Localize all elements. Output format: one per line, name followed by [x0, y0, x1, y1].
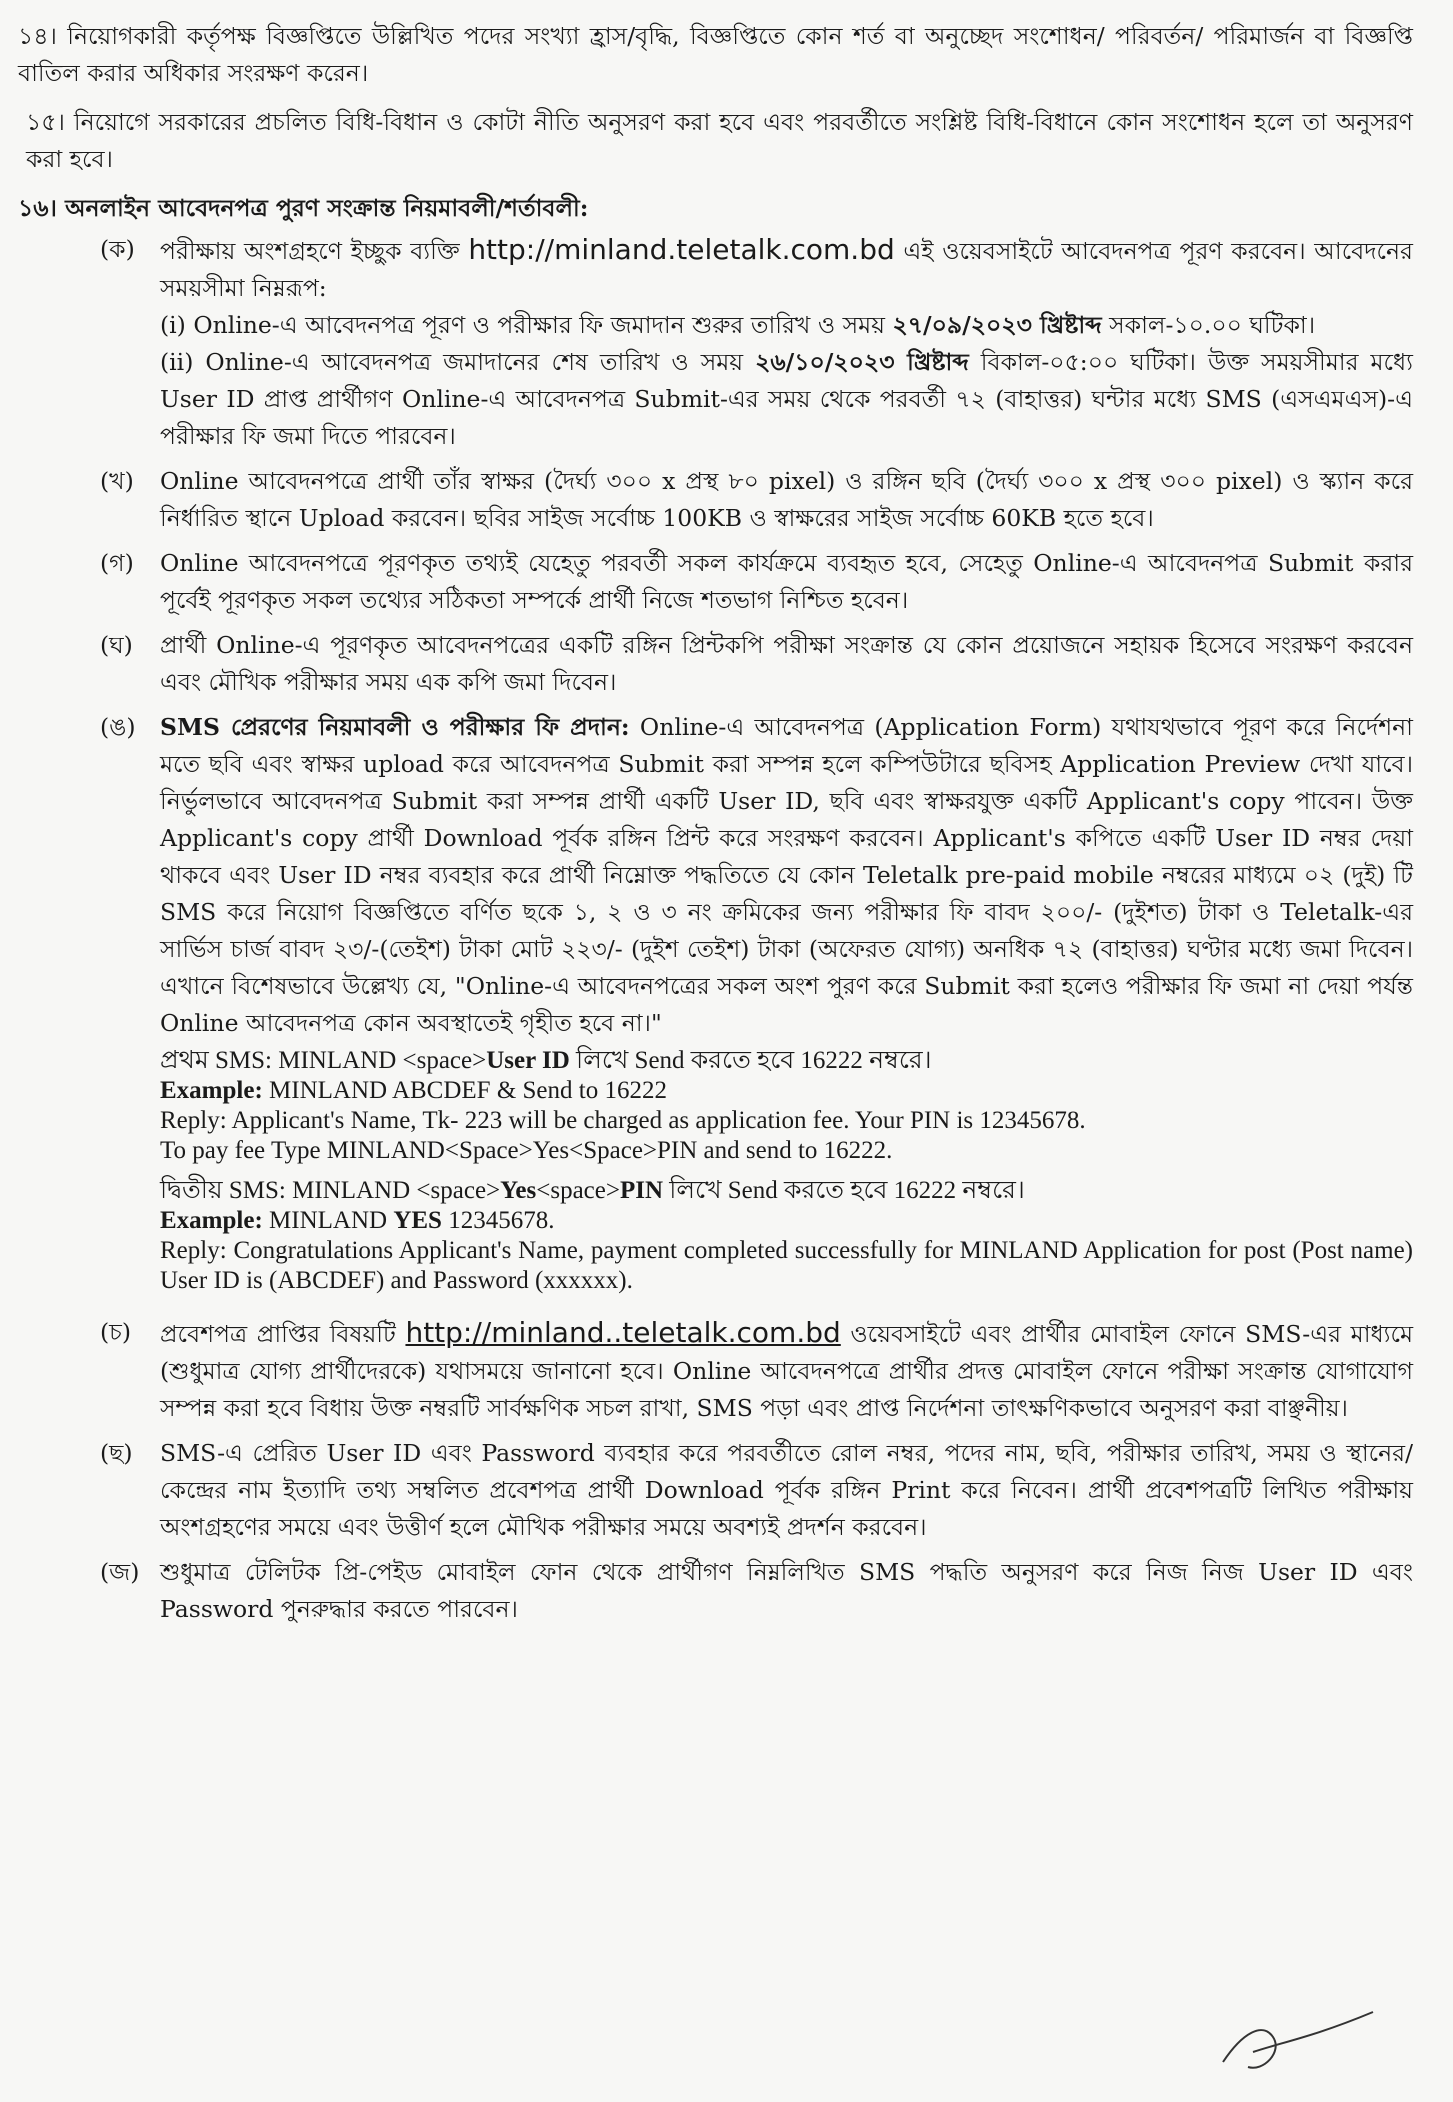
item-body: Online আবেদনপত্রে প্রার্থী তাঁর স্বাক্ষর (দৈর্ঘ্য ৩০০ x প্রস্থ ৮০ pixel) ও রঙ্গিন ছবি (দৈর্ঘ্য ৩০০ x প্রস্থ ৩০০ pixel) ও স্ক্যান করে নির্ধারিত স্থানে Upload করবেন। ছবির সাইজ সর্বোচ্চ 100KB ও স্বাক্ষরের সাইজ সর্বোচ্চ 60KB হতে হবে। [160, 467, 1413, 532]
ka-ii [160, 344, 1413, 455]
item-body: SMS-এ প্রেরিত User ID এবং Password ব্যবহার করে পরবর্তীতে রোল নম্বর, পদের নাম, ছবি, পরীক্ষার তারিখ, সময় ও স্থানের/কেন্দ্রের নাম ইত্যাদি তথ্য সম্বলিত প্রবেশপত্র প্রার্থী Download পূর্বক রঙ্গিন Print করে নিবেন। প্রার্থী প্রবেশপত্রটি লিখিত পরীক্ষায় অংশগ্রহণের সময়ে এবং উত্তীর্ণ হলে মৌখিক পরীক্ষার সময়ে অবশ্যই প্রদর্শন করবেন। [160, 1439, 1413, 1541]
first-sms-block [160, 1046, 1413, 1166]
item-body [160, 231, 1413, 455]
item-body [160, 709, 1413, 1306]
ka-ii-text: (ii) Online-এ আবেদনপত্র জমাদানের শেষ তারিখ ও সময় [160, 348, 744, 376]
first-sms-example [160, 1076, 1413, 1106]
second-sms-line [160, 1176, 1413, 1206]
first-sms-prefix: প্রথম SMS: MINLAND <space> [160, 1047, 487, 1074]
item-marker: (জ) [100, 1558, 140, 1586]
item-chha [18, 1435, 1413, 1546]
start-date: ২৭/০৯/২০২৩ খ্রিষ্টাব্দ [892, 311, 1102, 339]
item-marker: (গ) [100, 549, 134, 577]
pay-fee-line: To pay fee Type MINLAND<Space>Yes<Space>PIN and send to 16222. [160, 1137, 893, 1164]
item-gha [18, 627, 1413, 701]
item-ga [18, 545, 1413, 619]
end-date: ২৬/১০/২০২৩ খ্রিষ্টাব্দ [755, 348, 969, 376]
item-marker: (চ) [100, 1318, 132, 1346]
item-uma [18, 709, 1413, 1306]
item-marker: (ঙ) [100, 713, 136, 741]
item-ka [18, 231, 1413, 455]
second-sms-space: <space> [536, 1177, 620, 1204]
signature-mark [1203, 2002, 1383, 2082]
item-body: প্রার্থী Online-এ পূরণকৃত আবেদনপত্রের একটি রঙ্গিন প্রিন্টকপি পরীক্ষা সংক্রান্ত যে কোন প্রয়োজনে সহায়ক হিসেবে সংরক্ষণ করবেন এবং মৌখিক পরীক্ষার সময় এক কপি জমা দিবেন। [160, 631, 1413, 696]
sms-rules-paragraph [160, 709, 1413, 1042]
item-body [160, 1314, 1413, 1427]
ka-intro-text-2: এই ওয়েবসাইটে আবেদনপত্র পূরণ করবেন। আবেদনের সময়সীমা নিম্নরূপ: [160, 237, 1413, 302]
section-16-heading: ১৬। অনলাইন আবেদনপত্র পুরণ সংক্রান্ত নিয়মাবলী/শর্তাবলী: [18, 194, 589, 222]
item-marker: (ক) [100, 235, 135, 263]
first-sms-reply: Reply: Applicant's Name, Tk- 223 will be charged as application fee. Your PIN is 12345678. [160, 1107, 1086, 1134]
example-pin: 12345678. [448, 1207, 555, 1234]
second-sms-prefix: দ্বিতীয় SMS: MINLAND <space> [160, 1177, 501, 1204]
item-marker: (ছ) [100, 1439, 133, 1467]
second-sms-suffix: লিখে Send করতে হবে 16222 নম্বরে। [669, 1177, 1025, 1204]
cha-text: প্রবেশপত্র প্রাপ্তির বিষয়টি [160, 1320, 396, 1348]
ka-i-text: (i) Online-এ আবেদনপত্র পূরণ ও পরীক্ষার ফি জমাদান শুরুর তারিখ ও সময় [160, 311, 886, 339]
ka-intro-text: পরীক্ষায় অংশগ্রহণে ইচ্ছুক ব্যক্তি [160, 237, 460, 265]
example-label: Example: [160, 1207, 263, 1234]
website-link[interactable]: http://minland..teletalk.com.bd [405, 1316, 841, 1349]
second-sms-reply: Reply: Congratulations Applicant's Name, payment completed successfully for MINLAND Application for post (Post name) User ID is (ABCDEF) and Password (xxxxxx). [160, 1237, 1413, 1294]
sms-rules-text: Online-এ আবেদনপত্র (Application Form) যথাযথভাবে পূরণ করে নির্দেশনা মতে ছবি এবং স্বাক্ষর upload করে আবেদনপত্র Submit করা সম্পন্ন হলে কম্পিউটারে ছবিসহ Application Preview দেখা যাবে। নির্ভুলভাবে আবেদনপত্র Submit করা সম্পন্ন প্রার্থী একটি User ID, ছবি এবং স্বাক্ষরযুক্ত একটি Applicant's copy পাবেন। উক্ত Applicant's copy প্রার্থী Download পূর্বক রঙ্গিন প্রিন্ট করে সংরক্ষণ করবেন। Applicant's কপিতে একটি User ID নম্বর দেয়া থাকবে এবং User ID নম্বর ব্যবহার করে প্রার্থী নিম্নোক্ত পদ্ধতিতে যে কোন Teletalk pre-paid mobile নম্বরের মাধ্যমে ০২ (দুই) টি SMS করে নিয়োগ বিজ্ঞপ্তিতে বর্ণিত ছকে ১, ২ ও ৩ নং ক্রমিকের জন্য পরীক্ষার ফি বাবদ ২০০/- (দুইশত) টাকা ও Teletalk-এর সার্ভিস চার্জ বাবদ ২৩/-(তেইশ) টাকা মোট ২২৩/- (দুইশ তেইশ) টাকা (অফেরত যোগ্য) অনধিক ৭২ (বাহাত্তর) ঘণ্টার মধ্যে জমা দিবেন। এখানে বিশেষভাবে উল্লেখ্য যে, "Online-এ আবেদনপত্রের সকল অংশ পুরণ করে Submit করা হলেও পরীক্ষার ফি জমা না দেয়া পর্যন্ত Online আবেদনপত্র কোন অবস্থাতেই গৃহীত হবে না।" [160, 713, 1413, 1037]
first-sms-line [160, 1046, 1413, 1076]
item-marker: (খ) [100, 467, 134, 495]
ka-intro [160, 231, 1413, 307]
sms-rules-title: SMS প্রেরণের নিয়মাবলী ও পরীক্ষার ফি প্রদান: [160, 713, 630, 741]
cha-text-2: ওয়েবসাইটে এবং প্রার্থীর মোবাইল ফোনে SMS-এর মাধ্যমে (শুধুমাত্র যোগ্য প্রার্থীদেরকে) যথাসময়ে জানানো হবে। Online আবেদনপত্রে প্রার্থীর প্রদত্ত মোবাইল ফোনে পরীক্ষা সংক্রান্ত যোগাযোগ সম্পন্ন করা হবে বিধায় উক্ত নম্বরটি সার্বক্ষণিক সচল রাখা, SMS পড়া এবং প্রাপ্ত নির্দেশনা তাৎক্ষণিকভাবে অনুসরণ করা বাঞ্ছনীয়। [160, 1320, 1413, 1422]
ka-ii-rest: বিকাল-০৫:০০ ঘটিকা। উক্ত সময়সীমার মধ্যে User ID প্রাপ্ত প্রার্থীগণ Online-এ আবেদনপত্র Submit-এর সময় থেকে পরবর্তী ৭২ (বাহাত্তর) ঘন্টার মধ্যে SMS (এসএমএস)-এ পরীক্ষার ফি জমা দিতে পারবেন। [160, 348, 1413, 450]
second-sms-example [160, 1206, 1413, 1236]
website-link[interactable]: http://minland.teletalk.com.bd [468, 233, 895, 266]
example-yes: YES [393, 1207, 442, 1234]
item-body: শুধুমাত্র টেলিটক প্রি-পেইড মোবাইল ফোন থেকে প্রার্থীগণ নিম্নলিখিত SMS পদ্ধতি অনুসরণ করে নিজ নিজ User ID এবং Password পুনরুদ্ধার করতে পারবেন। [160, 1558, 1413, 1623]
first-sms-userid: User ID [486, 1047, 570, 1074]
item-body: Online আবেদনপত্রে পূরণকৃত তথ্যই যেহেতু পরবর্তী সকল কার্যক্রমে ব্যবহৃত হবে, সেহেতু Online-এ আবেদনপত্র Submit করার পূর্বেই পূরণকৃত সকল তথ্যের সঠিকতা সম্পর্কে প্রার্থী নিজে শতভাগ নিশ্চিত হবেন। [160, 549, 1413, 614]
second-sms-block [160, 1176, 1413, 1296]
example-text: MINLAND ABCDEF & Send to 16222 [269, 1077, 667, 1104]
paragraph-14: ১৪। নিয়োগকারী কর্তৃপক্ষ বিজ্ঞপ্তিতে উল্লিখিত পদের সংখ্যা হ্রাস/বৃদ্ধি, বিজ্ঞপ্তিতে কোন শর্ত বা অনুচ্ছেদ সংশোধন/ পরিবর্তন/ পরিমার্জন বা বিজ্ঞপ্তি বাতিল করার অধিকার সংরক্ষণ করেন। [18, 22, 1413, 87]
second-sms-yes: Yes [500, 1177, 537, 1204]
item-ja [18, 1554, 1413, 1628]
item-kha [18, 463, 1413, 537]
example-text: MINLAND [269, 1207, 388, 1234]
ka-i [160, 307, 1413, 344]
example-label: Example: [160, 1077, 263, 1104]
start-time: সকাল-১০.০০ ঘটিকা। [1109, 311, 1316, 339]
item-cha [18, 1314, 1413, 1427]
paragraph-15: ১৫। নিয়োগে সরকারের প্রচলিত বিধি-বিধান ও কোটা নীতি অনুসরণ করা হবে এবং পরবর্তীতে সংশ্লিষ্ট বিধি-বিধানে কোন সংশোধন হলে তা অনুসরণ করা হবে। [26, 108, 1413, 173]
second-sms-pin: PIN [619, 1177, 664, 1204]
item-marker: (ঘ) [100, 631, 133, 659]
first-sms-suffix: লিখে Send করতে হবে 16222 নম্বরে। [576, 1047, 932, 1074]
